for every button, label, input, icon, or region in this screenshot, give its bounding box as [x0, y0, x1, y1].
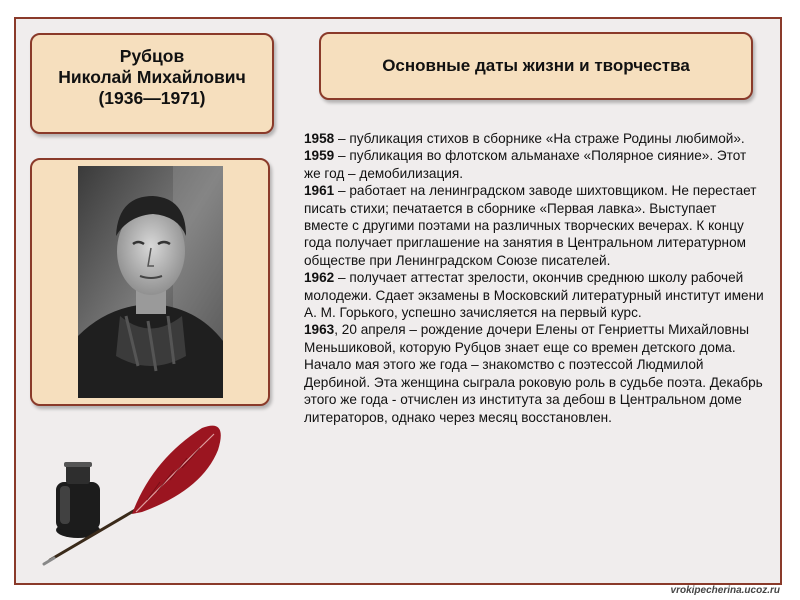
entry-text: – публикация во флотском альманахе «Полярное сияние». Этот же год – демобилизация.: [304, 148, 747, 181]
quill-and-inkwell-icon: [32, 420, 232, 570]
timeline-text: [304, 130, 764, 426]
section-heading: Основные даты жизни и творчества: [319, 32, 753, 100]
entry-year: 1963: [304, 322, 335, 338]
entry-year: 1959: [304, 148, 335, 164]
title-card: [30, 33, 274, 134]
entry-year: 1958: [304, 131, 335, 146]
entry-text: , 20 апреля – рождение дочери Елены от Генриетты Михайловны Меньшиковой, которую Рубцов знает еще со времен детского дома. Начало мая этого же года – знакомство с поэтессой Людмилой Дербиной. Эта женщина сыграла роковую роль в судьбе поэта. Декабрь этого же года - отчислен из института за дебош в Центральном доме литераторов, однако через месяц восстановлен.: [304, 322, 763, 425]
entry-year: 1961: [304, 183, 335, 199]
entry-year: 1962: [304, 270, 335, 286]
timeline-entry-1959: [304, 147, 764, 182]
poet-years: (1936—1971): [98, 88, 206, 108]
watermark: vrokipecherina.ucoz.ru: [670, 585, 780, 596]
timeline-entry-1958: [304, 130, 764, 147]
poet-name: Николай Михайлович: [58, 67, 246, 87]
timeline-entry-1962: [304, 269, 764, 321]
timeline-entry-1963: [304, 321, 764, 425]
entry-text: – публикация стихов в сборнике «На страже Родины любимой».: [334, 131, 745, 146]
entry-text: – работает на ленинградском заводе шихтовщиком. Не перестает писать стихи; печатается в сборнике «Первая лавка». Выступает вместе с другими поэтами на различных творческих вечерах. К концу года получает приглашение на занятия в Центральном литературном обществе при Ленинградском Союзе писателей.: [304, 183, 757, 268]
timeline-entry-1961: [304, 182, 764, 269]
poet-surname: Рубцов: [119, 46, 185, 66]
poet-portrait: [78, 166, 223, 398]
entry-text: – получает аттестат зрелости, окончив среднюю школу рабочей молодежи. Сдает экзамены в Московский литературный институт имени А. М. Горького, успешно зачисляется на первый курс.: [304, 270, 764, 321]
